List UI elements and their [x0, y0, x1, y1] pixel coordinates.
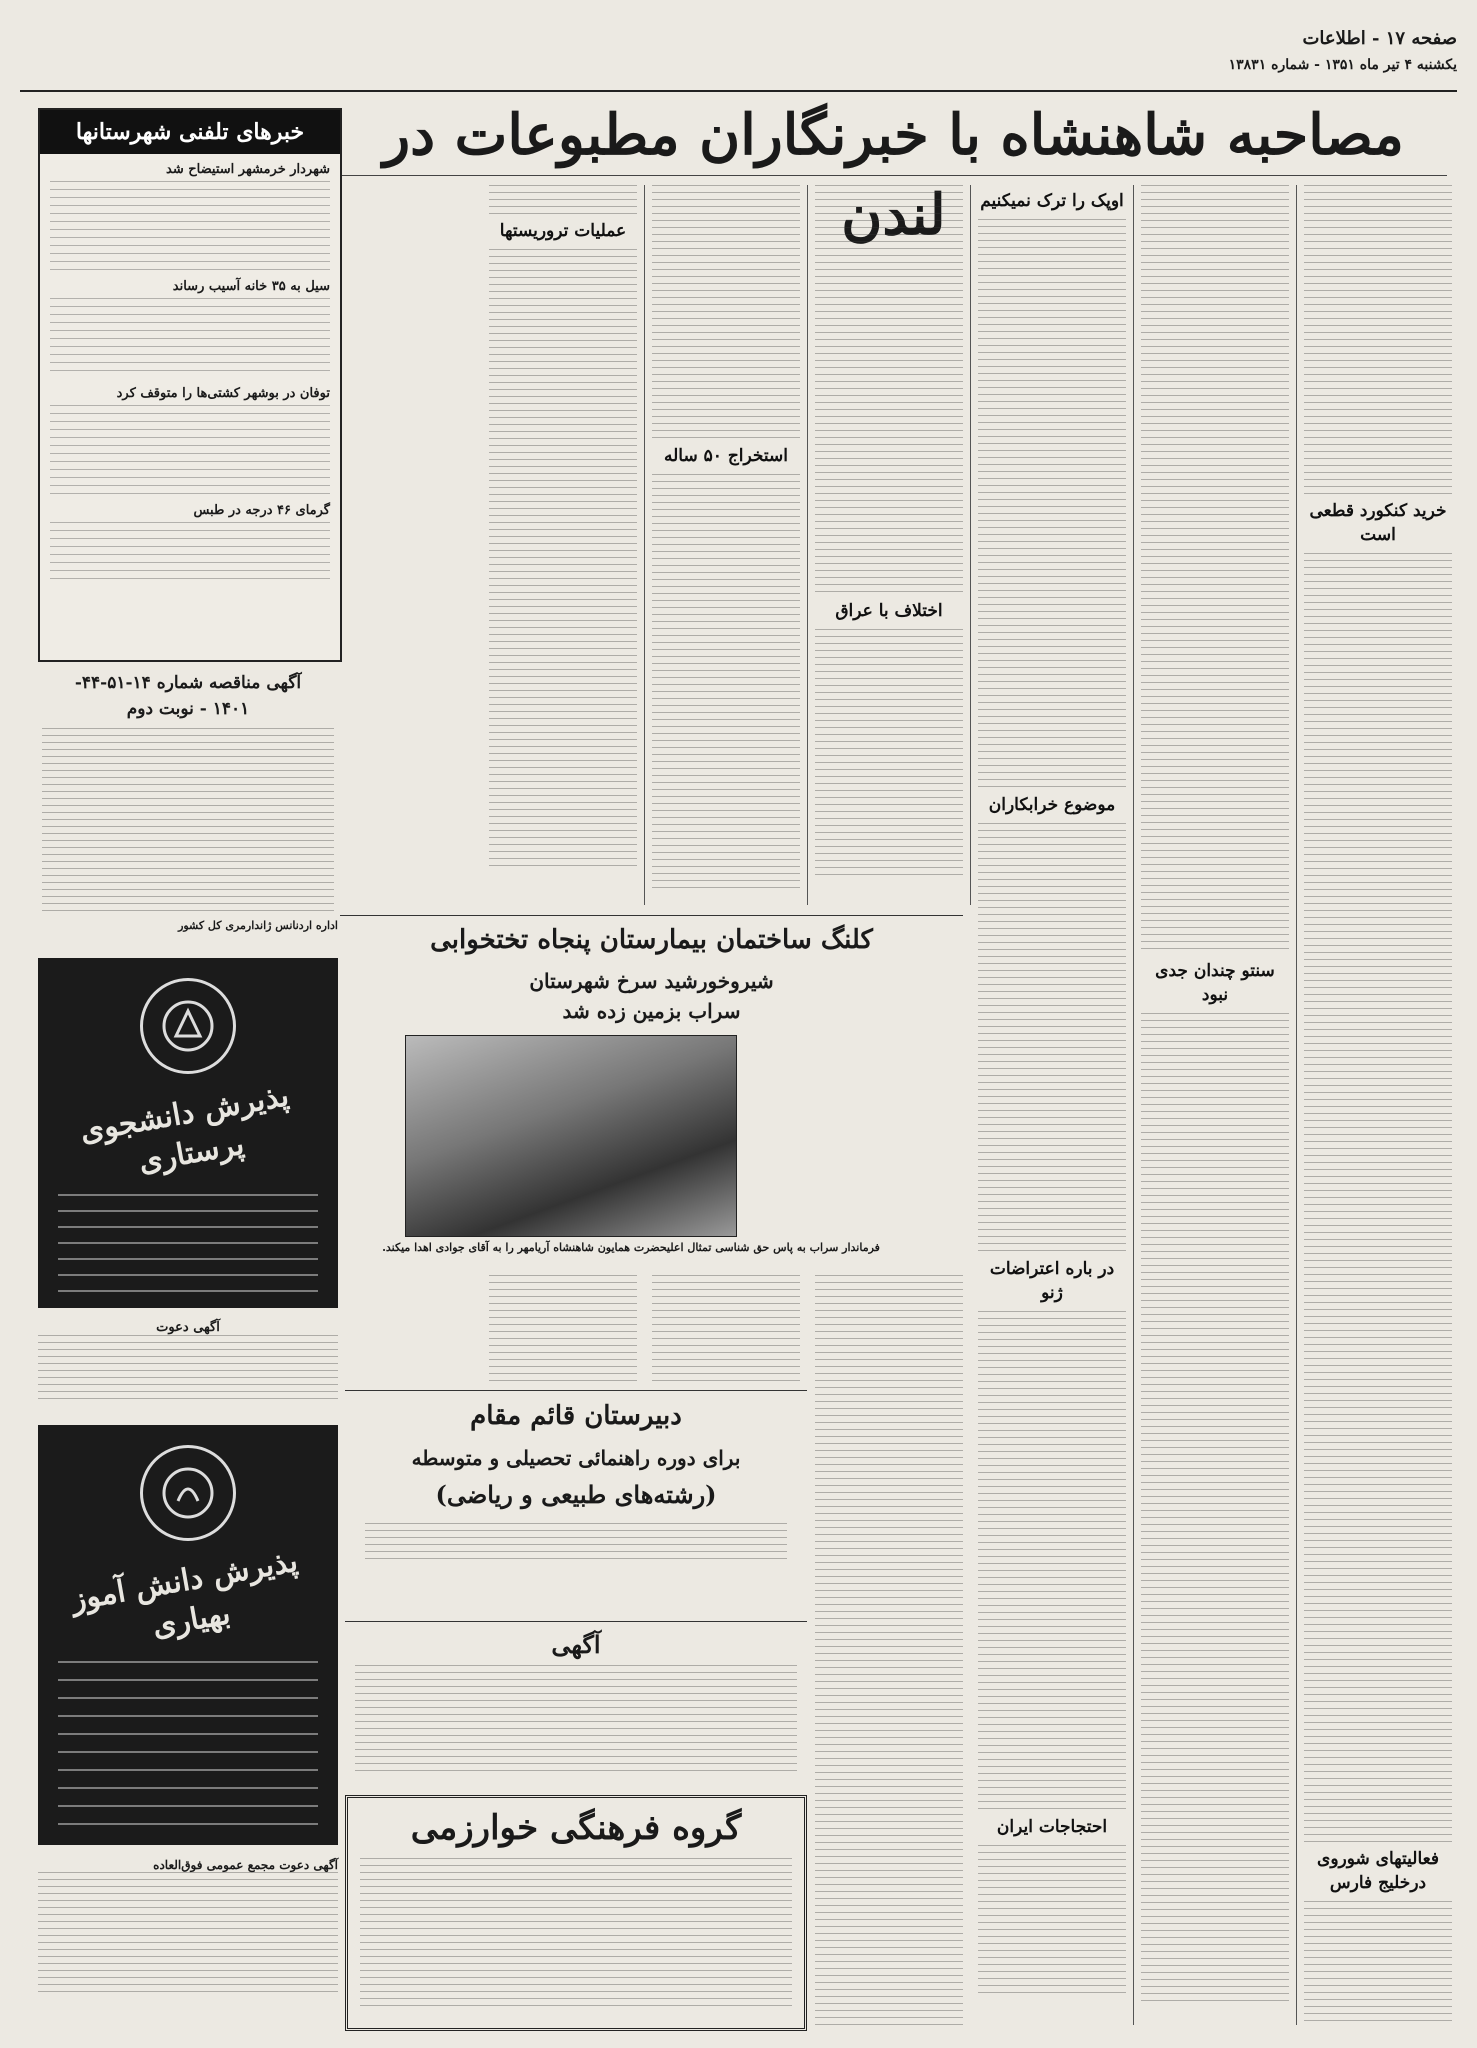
- col1-heading-1: خرید کنکورد قطعی است: [1309, 501, 1447, 545]
- university-emblem-icon: [140, 978, 236, 1074]
- main-headline: مصاحبه شاهنشاه با خبرنگاران مطبوعات در لندن: [340, 95, 1447, 176]
- tender-ad: [38, 670, 338, 945]
- masthead: [20, 20, 1457, 92]
- hospital-story-column-3: [489, 1275, 637, 1385]
- school-ad-line1: برای دوره راهنمائی تحصیلی و متوسطه: [411, 1446, 741, 1470]
- article-column-3: [978, 185, 1126, 2025]
- school-ad-title: دبیرستان قائم مقام: [470, 1401, 682, 1431]
- hospital-story-subtitle-1: شیروخورشید سرخ شهرستان: [529, 969, 774, 993]
- phone-news-item-3: توفان در بوشهر کشتی‌ها را متوقف کرد: [116, 386, 330, 401]
- notice-ad-title: آگهی: [551, 1630, 601, 1659]
- nursing-ad: [38, 958, 338, 1308]
- school-emblem-icon: [140, 1445, 236, 1541]
- col3-heading-1: اوپک را ترک نمیکنیم: [980, 191, 1124, 211]
- issue-date: یکشنبه ۴ تیر ماه ۱۳۵۱ - شماره ۱۳۸۳۱: [1228, 57, 1457, 73]
- tender-ad-subtitle: ۱۴۰۱ - نوبت دوم: [126, 699, 250, 719]
- hospital-story-title: کلنگ ساختمان بیمارستان پنجاه تختخوابی: [430, 925, 873, 955]
- masthead-info: [1229, 26, 1457, 78]
- phone-news-item-1: شهردار خرمشهر استیضاح شد: [166, 162, 330, 177]
- phone-news-title: خبرهای تلفنی شهرستانها: [40, 110, 340, 154]
- article-column-6: [489, 185, 637, 905]
- tender-ad-footer: اداره اردنانس ژاندارمری کل کشور: [178, 919, 338, 932]
- article-column-4: [815, 185, 963, 905]
- nursing-ad-text: پذیرش دانشجوی پرستاری: [77, 1078, 292, 1180]
- col3-heading-2: موضوع خرابکاران: [988, 795, 1116, 815]
- article-column-2: [1141, 185, 1289, 2025]
- kharazmi-ad: [345, 1795, 807, 2031]
- invite-ad-title: آگهی دعوت: [156, 1320, 220, 1335]
- col5-heading-1: استخراج ۵۰ ساله: [664, 446, 788, 466]
- midwife-ad-text: پذیرش دانش آموز بهیاری: [68, 1543, 301, 1645]
- phone-news-box: [38, 108, 342, 662]
- hospital-ceremony-photo: [405, 1035, 737, 1237]
- midwife-ad: [38, 1425, 338, 1845]
- school-ad-line2: (رشته‌های طبیعی و ریاضی): [435, 1480, 717, 1509]
- col4-heading-1: اختلاف با عراق: [835, 601, 943, 621]
- col1-heading-2: فعالیتهای شوروی درخلیج فارس: [1317, 1849, 1439, 1893]
- general-meeting-title: آگهی دعوت مجمع عمومی فوق‌العاده: [153, 1858, 338, 1872]
- phone-news-item-4: گرمای ۴۶ درجه در طبس: [193, 503, 330, 518]
- school-ad: [345, 1390, 807, 1622]
- photo-caption: فرماندار سراب به پاس حق شناسی تمثال اعلیحضرت همایون شاهنشاه آریامهر را به آقای جوادی اهدا میکند.: [382, 1241, 880, 1254]
- col2-heading-1: سنتو چندان جدی نبود: [1155, 961, 1275, 1005]
- general-meeting-ad: [38, 1858, 338, 2018]
- page-label: صفحه ۱۷ - اطلاعات: [1302, 28, 1457, 49]
- hospital-story-column-2: [652, 1275, 800, 1385]
- phone-news-item-2: سیل به ۳۵ خانه آسیب رساند: [172, 279, 330, 294]
- tender-ad-title: آگهی مناقصه شماره ۱۴-۵۱-۴۴-: [74, 673, 302, 693]
- notice-ad: [345, 1625, 807, 1790]
- col6-heading-1: عملیات تروریستها: [499, 221, 627, 241]
- hospital-story-column-1: [815, 1275, 963, 2025]
- col3-heading-3: در باره اعتراضات ژنو: [989, 1259, 1115, 1303]
- col3-heading-4: احتجاجات ایران: [996, 1817, 1108, 1837]
- article-column-1: [1304, 185, 1452, 2025]
- article-column-5: [652, 185, 800, 905]
- hospital-story-subtitle-2: سراب بزمین زده شد: [562, 999, 741, 1023]
- kharazmi-ad-title: گروه فرهنگی خوارزمی: [410, 1808, 742, 1848]
- invite-ad: [38, 1320, 338, 1415]
